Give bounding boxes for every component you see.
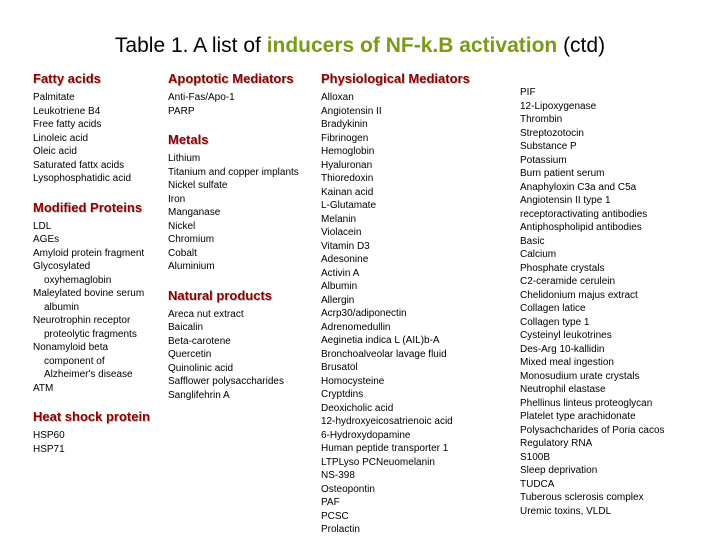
list-item: TUDCA xyxy=(520,478,555,490)
list-item: 12-Lipoxygenase xyxy=(520,100,597,112)
list-item: Thrombin xyxy=(520,114,563,125)
list-item: Potassium xyxy=(520,154,567,166)
list-item: Phosphate crystals xyxy=(520,262,605,274)
list-item: Alloxan xyxy=(321,92,354,103)
title-prefix: Table 1. A list of xyxy=(114,34,267,57)
list-item: Substance P xyxy=(520,141,577,152)
list-item: S100B xyxy=(520,451,551,463)
list-item: Albumin xyxy=(321,281,358,292)
list-item: Cysteinyl leukotrines xyxy=(520,330,612,341)
column-1 xyxy=(33,71,150,456)
list-item: Fibrinogen xyxy=(321,132,369,144)
natural-products-list xyxy=(168,308,299,403)
list-item: Tuberous sclerosis complex xyxy=(520,492,644,503)
list-item: Prolactin xyxy=(321,524,360,535)
list-item: HSP71 xyxy=(33,443,65,455)
list-item: PIF xyxy=(520,87,536,98)
list-item: PCSC xyxy=(321,510,349,522)
title-highlight: inducers of NF-k.B activation xyxy=(266,34,558,57)
list-item: Nonamyloid beta xyxy=(33,342,109,353)
list-item: NS-398 xyxy=(321,470,355,481)
list-item: Nickel xyxy=(168,220,196,232)
list-item: 12-hydroxyeicosatrienoic acid xyxy=(321,416,453,427)
list-item: albumin xyxy=(44,301,80,313)
list-item: receptoractivating antibodies xyxy=(520,208,648,220)
apoptotic-mediators-list xyxy=(168,91,299,118)
list-item: Deoxicholic acid xyxy=(321,402,394,414)
list-item: Quercetin xyxy=(168,349,212,360)
list-item: component of xyxy=(44,355,105,367)
list-item: LTPLyso PCNeuomelanin xyxy=(321,456,435,468)
list-item: Angiotensin II xyxy=(321,105,382,117)
list-item: Manganase xyxy=(168,207,221,218)
list-item: Palmitate xyxy=(33,92,75,103)
list-item: Human peptide transporter 1 xyxy=(321,443,449,454)
list-item: Chromium xyxy=(168,234,215,245)
list-item: Alzheimer's disease xyxy=(44,369,133,380)
heat-shock-protein-list xyxy=(33,429,150,456)
list-item: Bronchoalveolar lavage fluid xyxy=(321,348,447,360)
list-item: proteolytic fragments xyxy=(44,328,137,340)
list-item: Angiotensin II type 1 xyxy=(520,195,611,206)
list-item: Adesonine xyxy=(321,254,369,265)
list-item: PARP xyxy=(168,105,195,117)
list-item: HSP60 xyxy=(33,430,65,441)
list-item: Homocysteine xyxy=(321,375,385,387)
list-item: Streptozotocin xyxy=(520,127,584,139)
section-heading-modified-proteins: Modified Proteins xyxy=(33,199,143,215)
list-item: Monosudium urate crystals xyxy=(520,370,640,382)
list-item: Sanglifehrin A xyxy=(168,389,230,401)
list-item: Regulatory RNA xyxy=(520,438,593,449)
list-item: Thioredoxin xyxy=(321,173,374,184)
physiological-mediators-list xyxy=(321,91,470,537)
list-item: Osteopontin xyxy=(321,483,375,495)
list-item: Leukotriene B4 xyxy=(33,105,101,117)
list-item: Phellinus linteus proteoglycan xyxy=(520,397,653,409)
list-item: Melanin xyxy=(321,213,357,225)
list-item: Baicalin xyxy=(168,322,204,333)
list-item: oxyhemaglobin xyxy=(44,274,112,286)
list-item: Acrp30/adiponectin xyxy=(321,308,407,319)
section-heading-heat-shock-protein: Heat shock protein xyxy=(33,409,151,424)
list-item: LDL xyxy=(33,220,52,232)
list-item: Lysophosphatidic acid xyxy=(33,173,132,184)
list-item: ATM xyxy=(33,382,54,394)
section-heading-natural-products: Natural products xyxy=(168,287,273,303)
list-item: Maleylated bovine serum xyxy=(33,288,145,299)
list-item: Sleep deprivation xyxy=(520,465,598,476)
list-item: Vitamin D3 xyxy=(321,240,370,252)
section-heading-apoptotic-mediators: Apoptotic Mediators xyxy=(168,71,294,86)
list-item: Iron xyxy=(168,193,186,205)
list-item: Adrenomedullin xyxy=(321,321,391,333)
list-item: Allergin xyxy=(321,294,355,306)
column-4 xyxy=(520,86,665,518)
section-heading-metals: Metals xyxy=(168,132,209,147)
list-item: Platelet type arachidonate xyxy=(520,411,636,422)
list-item: Nickel sulfate xyxy=(168,180,228,191)
section-heading-fatty-acids: Fatty acids xyxy=(33,71,101,86)
list-item: Brusatol xyxy=(321,362,358,373)
list-item: Amyloid protein fragment xyxy=(33,247,145,259)
list-item: Hyaluronan xyxy=(321,159,373,171)
list-item: Safflower polysaccharides xyxy=(168,376,284,387)
list-item: Aeginetia indica L (AIL)b-A xyxy=(321,335,440,346)
column-2 xyxy=(168,71,299,402)
list-item: Cryptdins xyxy=(321,389,364,400)
metals-list xyxy=(168,152,299,274)
list-item: Burn patient serum xyxy=(520,168,605,179)
list-item: Violacein xyxy=(321,227,362,238)
fatty-acids-list xyxy=(33,91,150,186)
column-3 xyxy=(321,71,470,537)
list-item: Glycosylated xyxy=(33,261,91,272)
list-item: Bradykinin xyxy=(321,119,368,130)
list-item: Des-Arg 10-kallidin xyxy=(520,343,605,355)
list-item: Aluminium xyxy=(168,261,215,272)
list-item: L-Glutamate xyxy=(321,200,377,211)
list-item: Neurotrophin receptor xyxy=(33,315,131,326)
list-item: Calcium xyxy=(520,249,557,260)
list-item: Collagen type 1 xyxy=(520,316,590,328)
list-item: Areca nut extract xyxy=(168,308,244,320)
list-item: Hemoglobin xyxy=(321,146,375,157)
list-item: Saturated fattx acids xyxy=(33,159,125,171)
list-item: Anti-Fas/Apo-1 xyxy=(168,92,235,103)
list-item: Neutrophil elastase xyxy=(520,384,606,395)
list-item: C2-ceramide cerulein xyxy=(520,276,616,287)
list-item: Lithium xyxy=(168,153,201,164)
list-item: Chelidonium majus extract xyxy=(520,289,638,301)
list-item: Antiphospholipid antibodies xyxy=(520,222,642,233)
physiological-mediators-list-continued xyxy=(520,86,665,518)
list-item: PAF xyxy=(321,497,340,508)
list-item: Uremic toxins, VLDL xyxy=(520,505,612,517)
title-suffix: (ctd) xyxy=(557,34,606,57)
list-item: Collagen latice xyxy=(520,303,586,314)
list-item: Linoleic acid xyxy=(33,132,89,144)
list-item: Polysachcharides of Poria cacos xyxy=(520,424,665,436)
list-item: Cobalt xyxy=(168,247,197,259)
list-item: Basic xyxy=(520,235,545,247)
list-item: Kainan acid xyxy=(321,186,374,198)
list-item: Anaphyloxin C3a and C5a xyxy=(520,181,637,193)
list-item: AGEs xyxy=(33,234,60,245)
page-title xyxy=(0,34,720,58)
list-item: Titanium and copper implants xyxy=(168,166,299,178)
list-item: Mixed meal ingestion xyxy=(520,357,614,368)
modified-proteins-list xyxy=(33,220,150,396)
list-item: Quinolinic acid xyxy=(168,362,234,374)
list-item: Beta-carotene xyxy=(168,335,231,347)
section-heading-physiological-mediators: Physiological Mediators xyxy=(321,71,470,86)
list-item: 6-Hydroxydopamine xyxy=(321,429,411,441)
list-item: Activin A xyxy=(321,267,360,279)
list-item: Oleic acid xyxy=(33,146,77,157)
list-item: Free fatty acids xyxy=(33,119,102,130)
